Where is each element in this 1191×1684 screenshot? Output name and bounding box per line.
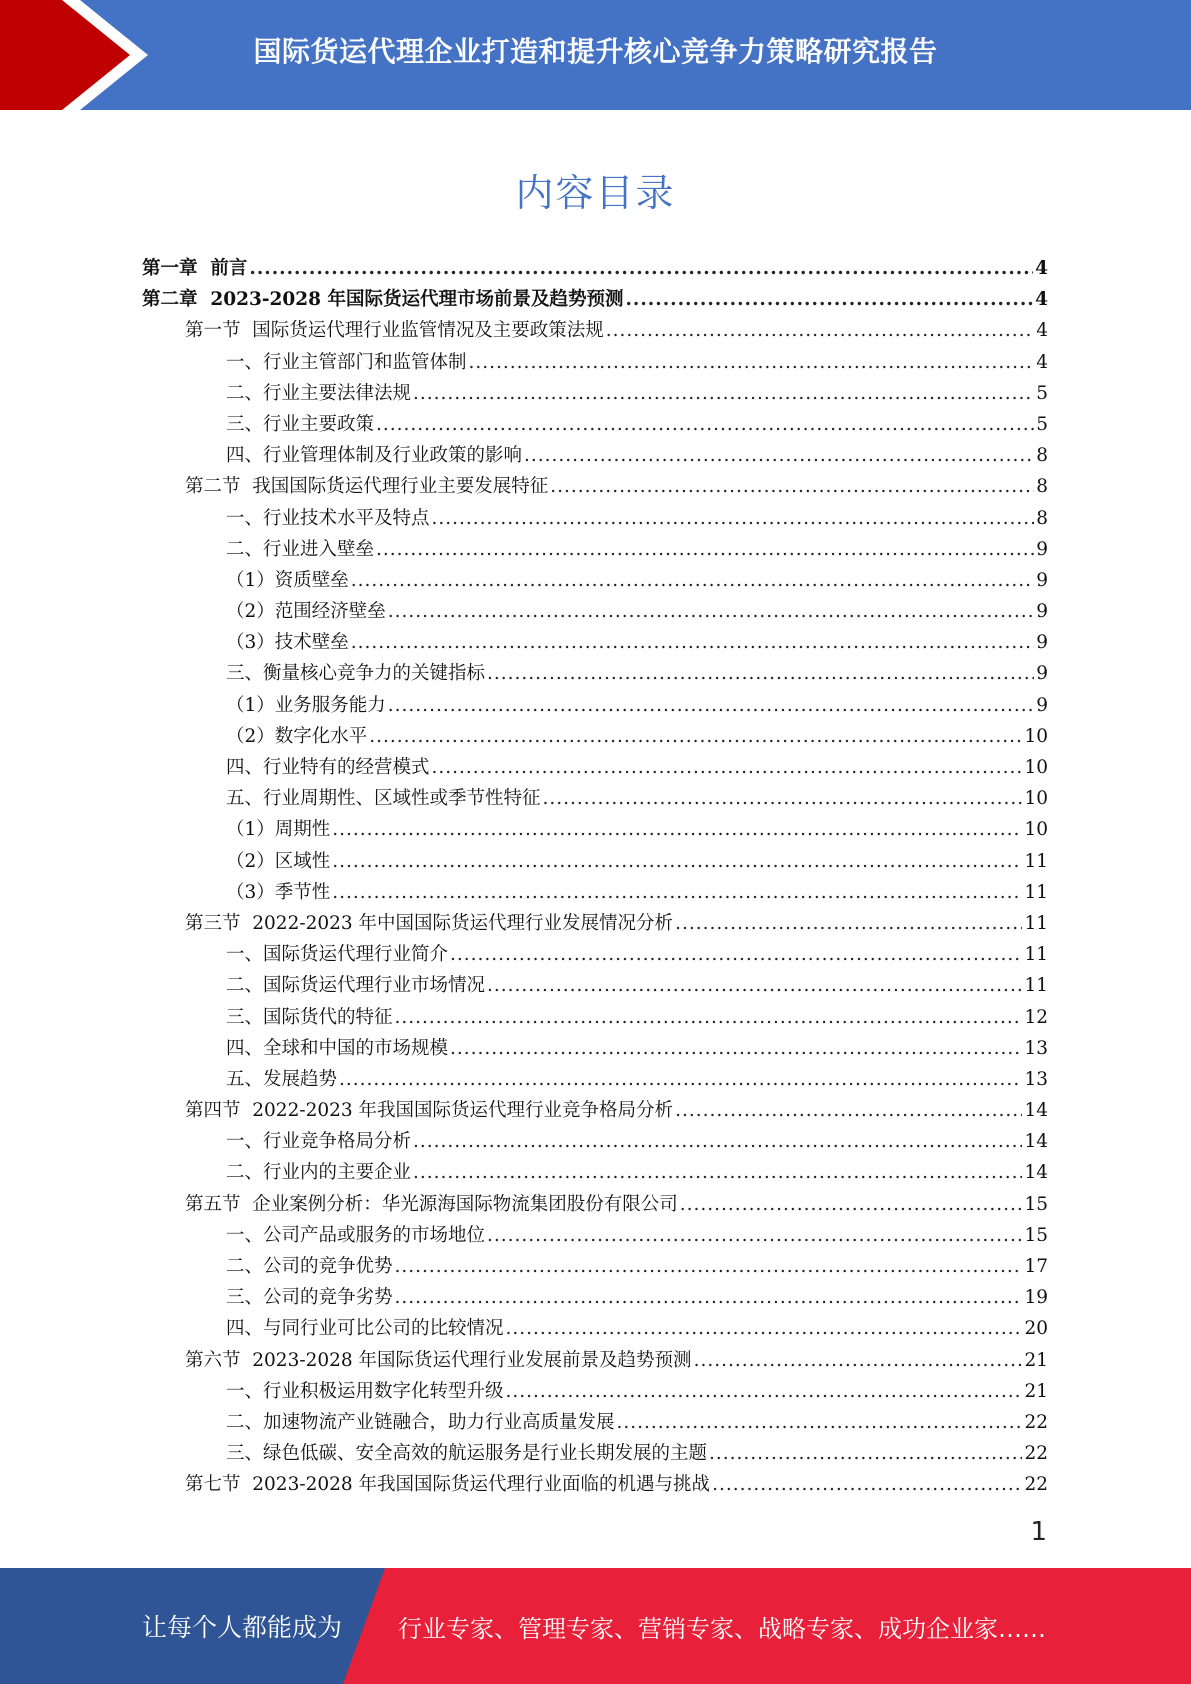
toc-entry[interactable] bbox=[142, 940, 1048, 971]
page-number: 1 bbox=[1030, 1517, 1047, 1547]
toc-entry-page: 8 bbox=[1036, 507, 1048, 529]
toc-entry-title: （2）数字化水平 bbox=[226, 725, 368, 747]
toc-entry-title: 第五节 企业案例分析：华光源海国际物流集团股份有限公司 bbox=[185, 1193, 678, 1215]
toc-entry[interactable] bbox=[142, 659, 1048, 690]
toc-leader-dots bbox=[432, 508, 1035, 529]
toc-entry-page: 9 bbox=[1036, 663, 1048, 685]
toc-entry-page: 15 bbox=[1024, 1224, 1048, 1246]
toc-entry-title: 第二节 我国国际货运代理行业主要发展特征 bbox=[185, 476, 549, 498]
toc-entry-page: 4 bbox=[1036, 351, 1048, 373]
toc-entry-page: 20 bbox=[1024, 1318, 1048, 1340]
toc-leader-dots bbox=[450, 1038, 1022, 1059]
toc-entry[interactable] bbox=[142, 1190, 1048, 1221]
toc-entry[interactable] bbox=[142, 784, 1048, 815]
toc-leader-dots bbox=[339, 1069, 1022, 1090]
toc-entry[interactable] bbox=[142, 909, 1048, 940]
toc-entry-title: 第一节 国际货运代理行业监管情况及主要政策法规 bbox=[185, 320, 604, 342]
toc-entry[interactable] bbox=[142, 1377, 1048, 1408]
toc-leader-dots bbox=[524, 445, 1034, 466]
toc-entry[interactable] bbox=[142, 628, 1048, 659]
toc-entry-page: 13 bbox=[1024, 1068, 1048, 1090]
toc-entry[interactable] bbox=[142, 1221, 1048, 1252]
toc-entry-page: 14 bbox=[1024, 1162, 1048, 1184]
toc-entry-title: 一、公司产品或服务的市场地位 bbox=[226, 1224, 486, 1246]
toc-leader-dots bbox=[413, 1162, 1022, 1183]
toc-entry-title: 二、加速物流产业链融合，助力行业高质量发展 bbox=[226, 1411, 615, 1433]
toc-leader-dots bbox=[413, 1131, 1022, 1152]
page-header-banner bbox=[0, 0, 1191, 110]
toc-entry[interactable] bbox=[142, 410, 1048, 441]
toc-entry-page: 9 bbox=[1036, 601, 1048, 623]
toc-leader-dots bbox=[487, 663, 1034, 684]
toc-entry-title: 五、发展趋势 bbox=[226, 1068, 338, 1090]
toc-entry[interactable] bbox=[142, 504, 1048, 535]
toc-entry-page: 14 bbox=[1024, 1100, 1048, 1122]
toc-entry[interactable] bbox=[142, 1034, 1048, 1065]
toc-entry-title: 二、公司的竞争优势 bbox=[226, 1256, 393, 1277]
toc-entry[interactable] bbox=[142, 971, 1048, 1002]
toc-leader-dots bbox=[680, 1194, 1023, 1215]
toc-leader-dots bbox=[395, 1256, 1023, 1277]
toc-entry-page: 9 bbox=[1036, 538, 1048, 560]
toc-entry[interactable] bbox=[142, 472, 1048, 503]
toc-entry[interactable] bbox=[142, 1158, 1048, 1189]
toc-entry[interactable] bbox=[142, 566, 1048, 597]
toc-entry[interactable] bbox=[142, 753, 1048, 784]
toc-entry-page: 8 bbox=[1036, 476, 1048, 498]
toc-entry-page: 8 bbox=[1036, 445, 1048, 467]
toc-entry-title: 二、行业主要法律法规 bbox=[226, 382, 412, 404]
toc-entry-page: 11 bbox=[1024, 881, 1048, 903]
toc-entry[interactable] bbox=[142, 1408, 1048, 1439]
toc-leader-dots bbox=[332, 851, 1022, 872]
toc-leader-dots bbox=[432, 757, 1023, 778]
toc-entry-title: 二、行业进入壁垒 bbox=[226, 538, 375, 560]
toc-entry-title: （3）季节性 bbox=[226, 881, 331, 903]
toc-entry-page: 4 bbox=[1036, 320, 1048, 342]
toc-entry-page: 21 bbox=[1024, 1380, 1048, 1402]
toc-entry-page: 11 bbox=[1024, 975, 1048, 997]
toc-leader-dots bbox=[487, 975, 1022, 996]
toc-entry-title: （1）资质壁垒 bbox=[226, 569, 349, 591]
toc-entry[interactable] bbox=[142, 847, 1048, 878]
toc-entry[interactable] bbox=[142, 691, 1048, 722]
toc-entry-title: 四、与同行业可比公司的比较情况 bbox=[226, 1318, 504, 1340]
toc-entry-title: 四、行业特有的经营模式 bbox=[226, 757, 430, 778]
toc-leader-dots bbox=[388, 695, 1034, 716]
toc-entry-title: 一、行业竞争格局分析 bbox=[226, 1131, 412, 1153]
toc-heading: 内容目录 bbox=[515, 171, 676, 215]
toc-leader-dots bbox=[506, 1318, 1023, 1339]
toc-entry-page: 11 bbox=[1024, 850, 1048, 872]
toc-entry[interactable] bbox=[142, 535, 1048, 566]
toc-entry-page: 12 bbox=[1024, 1006, 1048, 1028]
toc-entry-page: 10 bbox=[1024, 725, 1048, 747]
toc-entry-page: 22 bbox=[1024, 1474, 1048, 1496]
toc-entry-page: 10 bbox=[1024, 788, 1048, 810]
toc-leader-dots bbox=[606, 320, 1034, 341]
toc-entry-title: 二、行业内的主要企业 bbox=[226, 1162, 412, 1184]
toc-entry[interactable] bbox=[142, 597, 1048, 628]
toc-entry-page: 10 bbox=[1024, 757, 1048, 778]
toc-leader-dots bbox=[395, 1287, 1023, 1308]
toc-entry[interactable] bbox=[142, 379, 1048, 410]
toc-leader-dots bbox=[388, 601, 1034, 622]
toc-leader-dots bbox=[694, 1350, 1023, 1371]
toc-entry-page: 22 bbox=[1024, 1411, 1048, 1433]
toc-entry[interactable] bbox=[142, 1314, 1048, 1345]
toc-entry-page: 9 bbox=[1036, 569, 1048, 591]
toc-entry-page: 11 bbox=[1024, 912, 1048, 934]
toc-entry-title: 三、行业主要政策 bbox=[226, 413, 375, 435]
toc-entry-title: （3）技术壁垒 bbox=[226, 632, 349, 654]
toc-leader-dots bbox=[450, 944, 1022, 965]
toc-entry[interactable] bbox=[142, 1439, 1048, 1470]
toc-entry-title: （1）周期性 bbox=[226, 819, 331, 841]
toc-entry-title: （2）区域性 bbox=[226, 850, 331, 872]
toc-entry[interactable] bbox=[142, 285, 1048, 316]
toc-leader-dots bbox=[625, 289, 1033, 310]
toc-leader-dots bbox=[351, 570, 1034, 591]
toc-leader-dots bbox=[506, 1381, 1023, 1402]
footer-slogan-left: 让每个人都能成为 bbox=[142, 1613, 343, 1642]
toc-entry[interactable] bbox=[142, 1346, 1048, 1377]
toc-leader-dots bbox=[550, 476, 1034, 497]
toc-entry-title: 第一章 前言 bbox=[142, 258, 248, 279]
toc-entry[interactable] bbox=[142, 441, 1048, 472]
table-of-contents bbox=[142, 254, 1048, 1502]
toc-entry-page: 10 bbox=[1024, 819, 1048, 841]
toc-leader-dots bbox=[617, 1412, 1023, 1433]
toc-leader-dots bbox=[332, 882, 1022, 903]
toc-entry-page: 17 bbox=[1024, 1256, 1048, 1277]
toc-entry-title: 三、绿色低碳、安全高效的航运服务是行业长期发展的主题 bbox=[226, 1443, 708, 1465]
toc-entry-title: 二、国际货运代理行业市场情况 bbox=[226, 975, 486, 997]
toc-entry[interactable] bbox=[142, 722, 1048, 753]
toc-entry[interactable] bbox=[142, 1065, 1048, 1096]
toc-entry[interactable] bbox=[142, 815, 1048, 846]
toc-entry-page: 4 bbox=[1035, 289, 1048, 311]
toc-entry-title: 五、行业周期性、区域性或季节性特征 bbox=[226, 788, 541, 810]
page-footer-banner bbox=[0, 1568, 1191, 1684]
toc-leader-dots bbox=[332, 819, 1022, 840]
toc-leader-dots bbox=[487, 1225, 1022, 1246]
toc-entry[interactable] bbox=[142, 1127, 1048, 1158]
toc-entry[interactable] bbox=[142, 1283, 1048, 1314]
toc-entry-page: 21 bbox=[1024, 1349, 1048, 1371]
toc-leader-dots bbox=[249, 258, 1033, 279]
toc-entry-page: 5 bbox=[1036, 382, 1048, 404]
toc-leader-dots bbox=[376, 539, 1034, 560]
toc-entry[interactable] bbox=[142, 1470, 1048, 1501]
toc-entry[interactable] bbox=[142, 878, 1048, 909]
toc-entry-title: 三、国际货代的特征 bbox=[226, 1006, 393, 1028]
toc-entry-title: 四、全球和中国的市场规模 bbox=[226, 1037, 449, 1059]
toc-leader-dots bbox=[469, 352, 1035, 373]
toc-entry-page: 5 bbox=[1036, 413, 1048, 435]
toc-entry-title: 一、行业主管部门和监管体制 bbox=[226, 351, 467, 373]
toc-entry[interactable] bbox=[142, 316, 1048, 347]
toc-entry-page: 4 bbox=[1035, 258, 1048, 279]
toc-entry-title: 第二章 2023-2028 年国际货运代理市场前景及趋势预测 bbox=[142, 289, 624, 311]
toc-entry-title: 四、行业管理体制及行业政策的影响 bbox=[226, 445, 523, 467]
toc-entry-title: 第三节 2022-2023 年中国国际货运代理行业发展情况分析 bbox=[185, 912, 674, 934]
toc-leader-dots bbox=[351, 632, 1034, 653]
toc-entry-title: 第六节 2023-2028 年国际货运代理行业发展前景及趋势预测 bbox=[185, 1349, 692, 1371]
toc-leader-dots bbox=[712, 1474, 1022, 1495]
toc-entry-title: 一、行业积极运用数字化转型升级 bbox=[226, 1380, 504, 1402]
toc-entry-title: 三、公司的竞争劣势 bbox=[226, 1287, 393, 1309]
toc-entry-title: 第七节 2023-2028 年我国国际货运代理行业面临的机遇与挑战 bbox=[185, 1474, 711, 1496]
footer-slogan-right: 行业专家、管理专家、营销专家、战略专家、成功企业家…… bbox=[398, 1614, 1046, 1643]
toc-entry-page: 15 bbox=[1024, 1193, 1048, 1215]
toc-entry-title: 第四节 2022-2023 年我国国际货运代理行业竞争格局分析 bbox=[185, 1100, 674, 1122]
toc-entry[interactable] bbox=[142, 1003, 1048, 1034]
toc-leader-dots bbox=[413, 383, 1034, 404]
toc-entry-title: 三、衡量核心竞争力的关键指标 bbox=[226, 663, 486, 685]
toc-entry[interactable] bbox=[142, 1096, 1048, 1127]
toc-entry-page: 14 bbox=[1024, 1131, 1048, 1153]
toc-entry-title: （2）范围经济壁垒 bbox=[226, 601, 386, 623]
toc-leader-dots bbox=[709, 1443, 1022, 1464]
toc-leader-dots bbox=[369, 726, 1022, 747]
toc-entry-page: 13 bbox=[1024, 1037, 1048, 1059]
toc-entry-page: 9 bbox=[1036, 694, 1048, 716]
toc-leader-dots bbox=[675, 1100, 1022, 1121]
toc-entry-title: 一、国际货运代理行业简介 bbox=[226, 944, 449, 966]
toc-entry-title: （1）业务服务能力 bbox=[226, 694, 386, 716]
toc-entry-title: 一、行业技术水平及特点 bbox=[226, 507, 430, 529]
toc-leader-dots bbox=[376, 414, 1034, 435]
toc-entry[interactable] bbox=[142, 1252, 1048, 1283]
toc-entry-page: 11 bbox=[1024, 944, 1048, 966]
toc-entry[interactable] bbox=[142, 254, 1048, 285]
report-title: 国际货运代理企业打造和提升核心竞争力策略研究报告 bbox=[253, 35, 938, 68]
toc-entry[interactable] bbox=[142, 348, 1048, 379]
toc-leader-dots bbox=[395, 1007, 1023, 1028]
toc-entry-page: 9 bbox=[1036, 632, 1048, 654]
toc-leader-dots bbox=[543, 788, 1023, 809]
toc-entry-page: 19 bbox=[1024, 1287, 1048, 1309]
toc-leader-dots bbox=[675, 913, 1022, 934]
toc-entry-page: 22 bbox=[1024, 1443, 1048, 1465]
